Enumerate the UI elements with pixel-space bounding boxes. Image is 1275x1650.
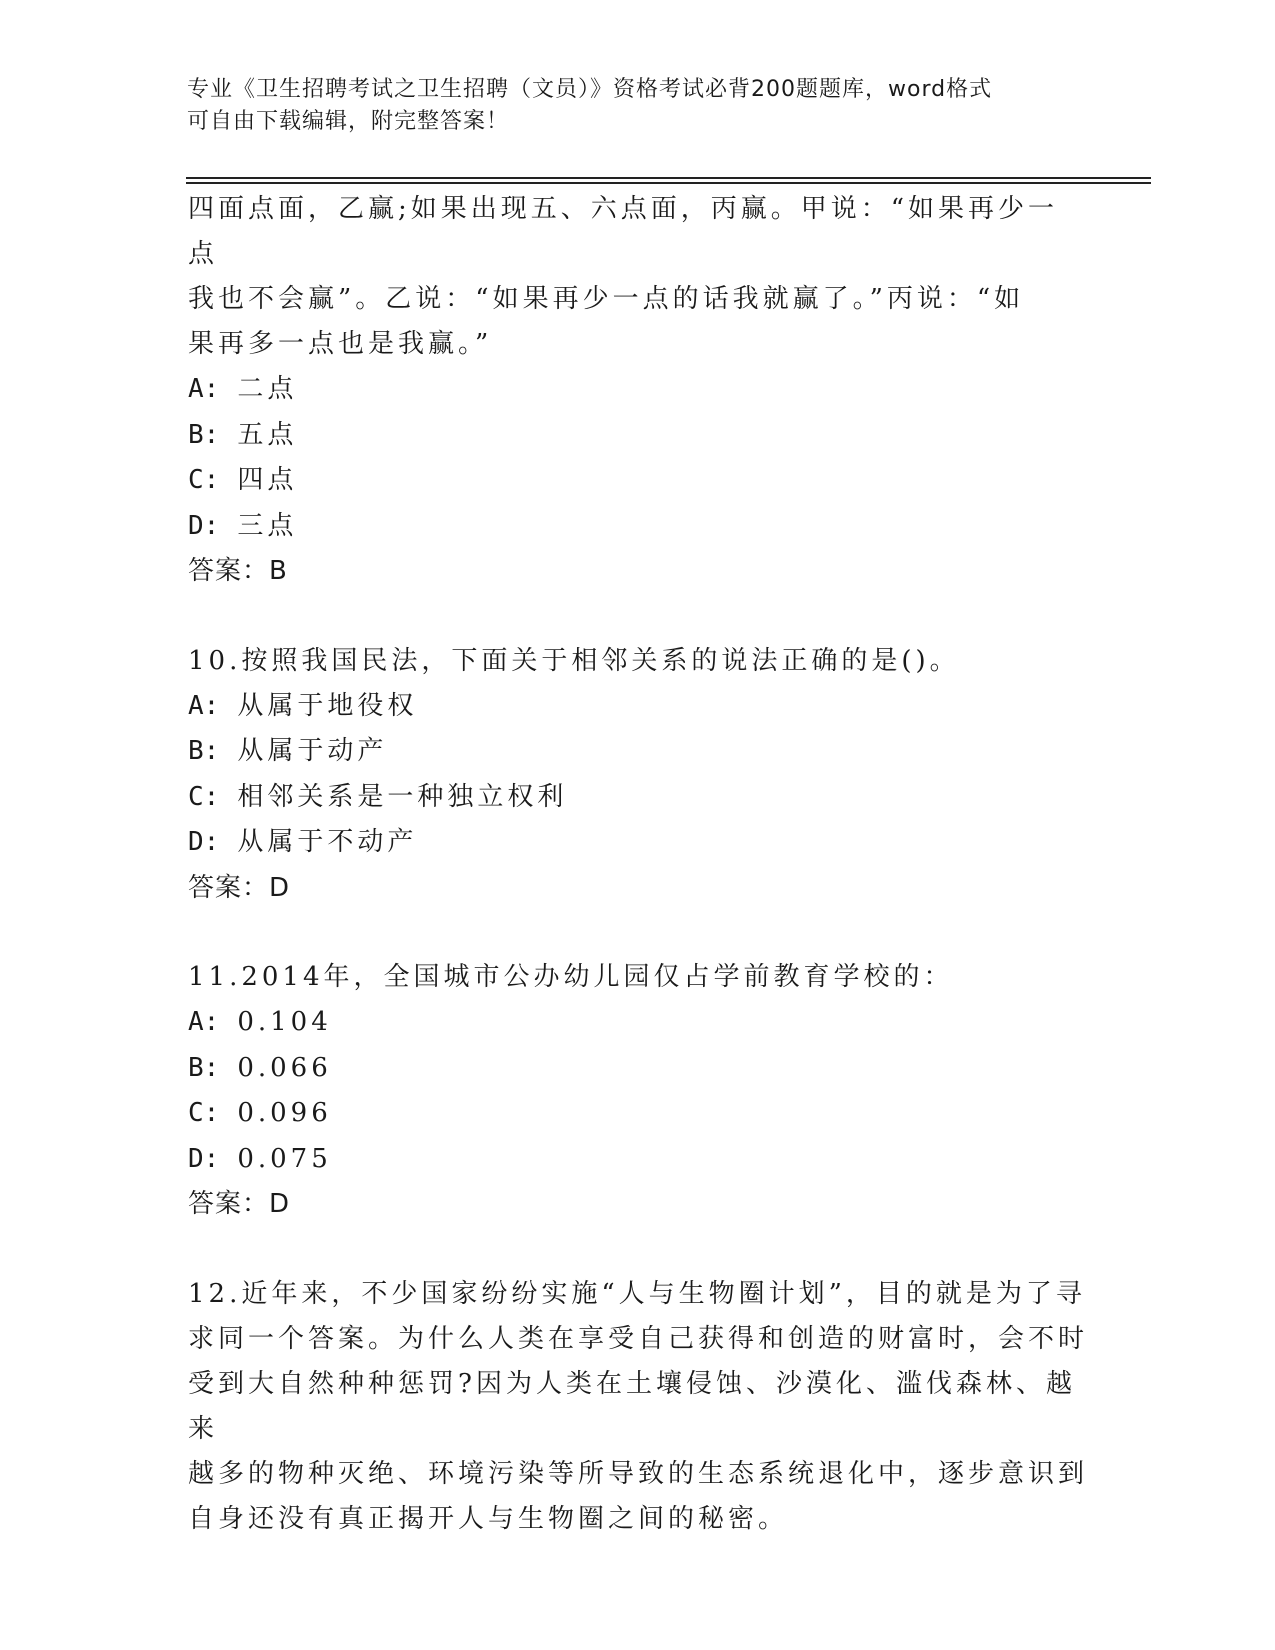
question-text-line: 11.2014年，全国城市公办幼儿园仅占学前教育学校的：: [188, 962, 954, 992]
header-line-2: 可自由下载编辑，附完整答案！: [187, 109, 510, 134]
question-9: [188, 187, 1088, 595]
question-text-line: 10.按照我国民法，下面关于相邻关系的说法正确的是()。: [188, 645, 960, 676]
option-d: [188, 504, 1088, 550]
spacer: [188, 911, 1088, 955]
option-text: 从属于地役权: [237, 690, 418, 721]
option-c: [188, 775, 1088, 821]
question-text-line: 求同一个答案。为什么人类在享受自己获得和创造的财富时，会不时: [188, 1323, 1089, 1354]
answer: 答案：D: [188, 1189, 291, 1219]
option-label: B:: [188, 419, 220, 450]
option-a: [188, 684, 1088, 730]
option-label: D:: [188, 1143, 220, 1174]
option-label: C:: [188, 781, 220, 812]
option-text: 三点: [237, 510, 298, 541]
question-12: [188, 1272, 1088, 1542]
option-text: 0.104: [237, 1007, 332, 1037]
option-text: 二点: [237, 374, 298, 404]
question-10: [188, 639, 1088, 912]
option-c: [188, 1091, 1088, 1137]
option-a: [188, 367, 1088, 413]
option-label: B:: [188, 1052, 220, 1083]
option-b: [188, 729, 1088, 775]
answer: 答案：D: [188, 872, 291, 903]
question-text-line: 自身还没有真正揭开人与生物圈之间的秘密。: [188, 1503, 789, 1534]
spacer: [188, 595, 1088, 639]
question-text-line: 果再多一点也是我赢。”: [188, 329, 493, 359]
option-label: C:: [188, 465, 220, 495]
option-d: [188, 820, 1088, 866]
option-a: [188, 1000, 1088, 1046]
option-text: 从属于动产: [237, 736, 388, 766]
option-text: 四点: [237, 465, 298, 495]
option-text: 五点: [237, 419, 298, 450]
answer: 答案：B: [188, 556, 288, 586]
option-text: 从属于不动产: [237, 827, 418, 857]
header-rule-top: [186, 177, 1151, 179]
option-label: A:: [188, 1007, 220, 1037]
option-b: [188, 413, 1088, 459]
header-line-1: 专业《卫生招聘考试之卫生招聘（文员）》资格考试必背200题题库，word格式: [187, 77, 993, 102]
document-body: [188, 187, 1088, 1542]
question-text-line: 我也不会赢”。乙说：“如果再少一点的话我就赢了。”丙说：“如: [188, 284, 1025, 314]
option-text: 0.096: [237, 1098, 332, 1128]
option-text: 0.066: [237, 1052, 332, 1083]
option-label: C:: [188, 1098, 220, 1128]
option-label: B:: [188, 736, 220, 766]
option-c: [188, 458, 1088, 504]
question-text-line: 四面点面，乙赢;如果出现五、六点面，丙赢。甲说：“如果再少一点: [188, 194, 1059, 269]
spacer: [188, 1228, 1088, 1272]
question-text-line: 受到大自然种种惩罚?因为人类在土壤侵蚀、沙漠化、滥伐森林、越来: [188, 1368, 1076, 1444]
header-rule-bottom: [186, 182, 1151, 184]
option-text: 0.075: [237, 1143, 332, 1174]
option-label: D:: [188, 827, 220, 857]
option-label: A:: [188, 374, 220, 404]
option-label: D:: [188, 510, 220, 541]
question-text-line: 12.近年来，不少国家纷纷实施“人与生物圈计划”，目的就是为了寻: [188, 1278, 1086, 1309]
option-text: 相邻关系是一种独立权利: [237, 781, 568, 812]
option-b: [188, 1046, 1088, 1092]
question-11: [188, 955, 1088, 1228]
question-text-line: 越多的物种灭绝、环境污染等所导致的生态系统退化中，逐步意识到: [188, 1458, 1089, 1489]
option-label: A:: [188, 690, 220, 721]
document-header: [187, 74, 1067, 138]
option-d: [188, 1137, 1088, 1183]
